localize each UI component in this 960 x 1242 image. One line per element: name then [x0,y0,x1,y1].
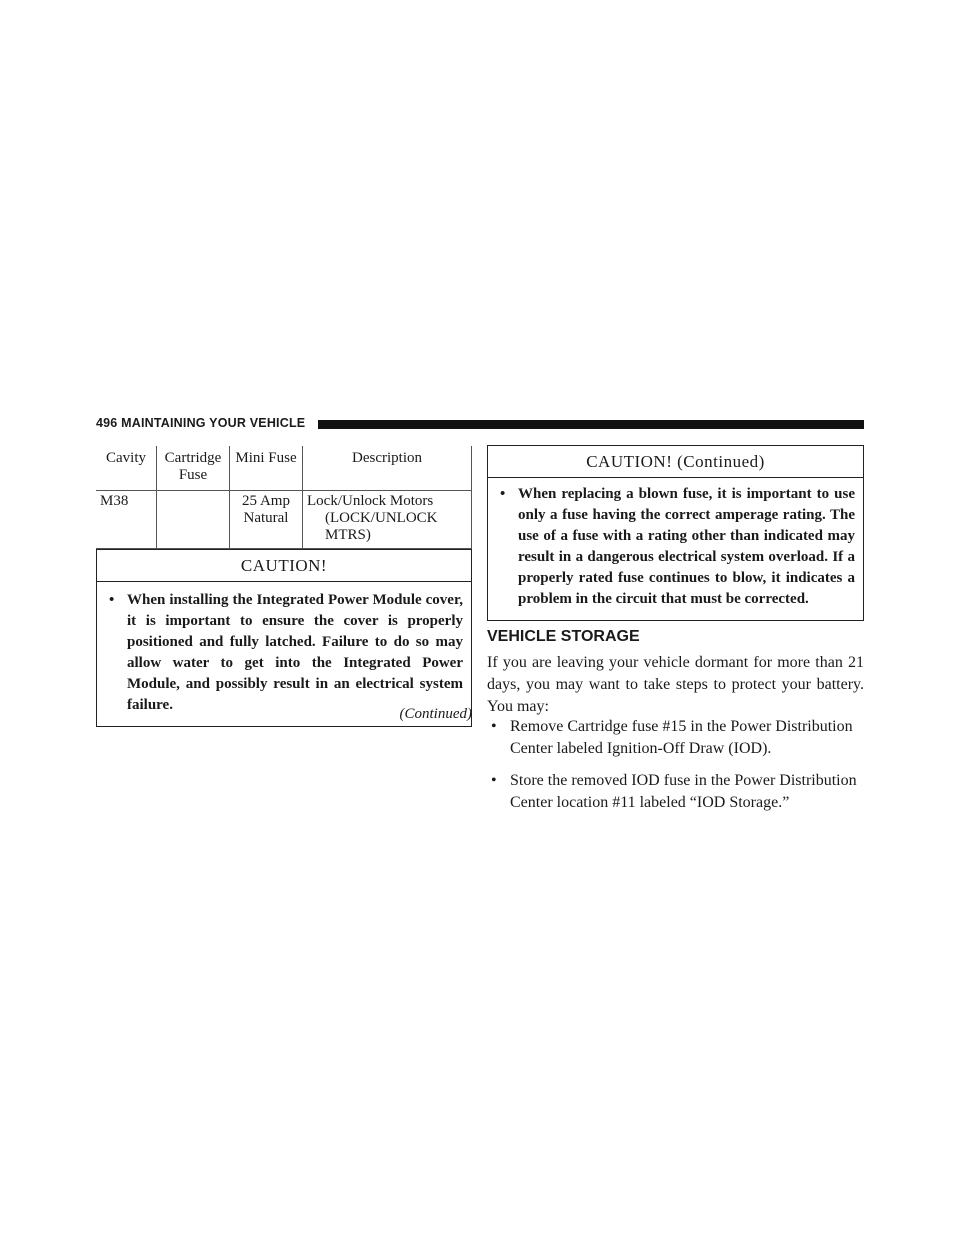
cell-description [303,491,472,549]
caution-box-right [487,445,864,621]
bullet-icon: • [109,592,115,608]
bullet-icon: • [491,772,497,789]
page-header [96,418,864,432]
fuse-table [96,446,472,549]
section-heading-vehicle-storage: VEHICLE STORAGE [487,628,640,645]
caution-continued-title: CAUTION! (Continued) [488,446,863,478]
table-row [96,491,472,549]
caution-title: CAUTION! [97,550,471,582]
list-item [487,770,864,814]
description-line-1: Lock/Unlock Motors [307,493,434,509]
cartridge-fuse-header-text: Cartridge Fuse [164,450,222,483]
cell-cavity: M38 [96,491,157,549]
caution-body [97,582,471,726]
column-header-cavity: Cavity [96,446,157,491]
fuse-table-header-row [96,446,472,491]
column-header-description: Description [303,446,472,491]
continued-label: (Continued) [399,706,472,722]
cell-mini-fuse [230,491,303,549]
caution-bullet-item [107,590,463,716]
bullet-icon: • [491,718,497,735]
description-line-3: MTRS) [325,527,371,543]
list-item [487,716,864,760]
column-header-mini-fuse [230,446,303,491]
description-line-2: (LOCK/UNLOCK [325,510,438,526]
caution-continued-body [488,478,863,620]
mini-fuse-rating: 25 Amp [242,493,290,509]
header-rule [318,420,864,429]
column-header-cartridge-fuse [157,446,230,491]
vehicle-storage-list [487,716,864,824]
bullet-icon: • [500,486,506,502]
cell-cartridge-fuse [157,491,230,549]
caution-text: When installing the Integrated Power Module cover, it is important to ensure the cover is properly positioned and fully latched. Failure to do so may allow water to get into the Integrated Power Module, and possibly result in an electrical system failure. [127,592,463,713]
page-header-label: 496 MAINTAINING YOUR VEHICLE [96,416,306,430]
caution-continued-text: When replacing a blown fuse, it is important to use only a fuse having the correct amperage rating. The use of a fuse with a rating other than indicated may result in a dangerous electrical system overload. If a properly rated fuse continues to blow, it indicates a problem in the circuit that must be corrected. [518,486,855,607]
mini-fuse-header-text: Mini Fuse [235,450,297,466]
list-item-text: Store the removed IOD fuse in the Power Distribution Center location #11 labeled “IOD Storage.” [510,772,857,811]
mini-fuse-color: Natural [243,510,289,526]
list-item-text: Remove Cartridge fuse #15 in the Power Distribution Center labeled Ignition-Off Draw (IOD). [510,718,853,757]
vehicle-storage-intro: If you are leaving your vehicle dormant for more than 21 days, you may want to take steps to protect your battery. You may: [487,654,864,715]
caution-continued-bullet-item [498,484,855,610]
caution-box-left [96,549,472,727]
